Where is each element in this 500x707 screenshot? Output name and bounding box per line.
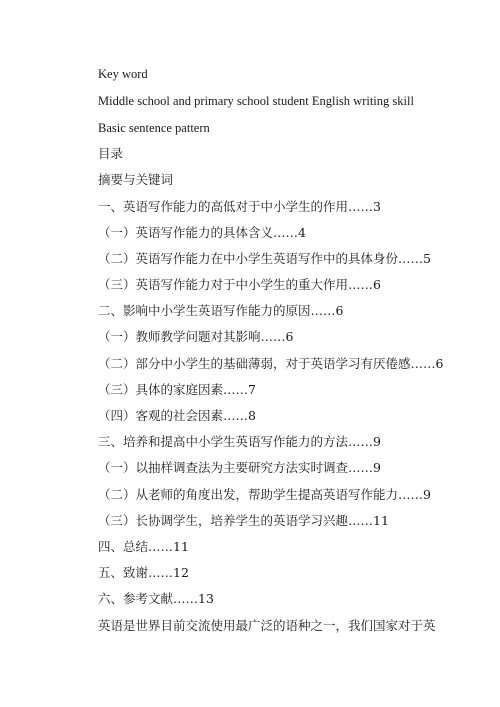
toc-entry-section-3: 三、培养和提高中小学生英语写作能力的方法……9 xyxy=(98,434,381,449)
toc-entry-section-2: 二、影响中小学生英语写作能力的原因……6 xyxy=(98,303,344,318)
keyword-heading: Key word xyxy=(98,67,148,81)
toc-title: 目录 xyxy=(98,146,124,161)
toc-entry-section-2-1: （一）教师教学问题对其影响……6 xyxy=(98,329,294,344)
body-paragraph-start: 英语是世界目前交流使用最广泛的语种之一，我们国家对于英 xyxy=(98,618,436,633)
toc-entry-section-2-4: （四）客观的社会因素……8 xyxy=(98,408,256,423)
toc-entry-section-2-3: （三）具体的家庭因素……7 xyxy=(98,382,256,397)
toc-entry-abstract: 摘要与关键词 xyxy=(98,172,174,187)
toc-entry-section-1-1: （一）英语写作能力的具体含义……4 xyxy=(98,225,306,240)
toc-entry-section-1-2: （二）英语写作能力在中小学生英语写作中的具体身份……5 xyxy=(98,251,431,266)
toc-entry-section-3-2: （二）从老师的角度出发，帮助学生提高英语写作能力……9 xyxy=(98,487,431,502)
toc-entry-section-5: 五、致谢……12 xyxy=(98,565,189,580)
toc-entry-section-6: 六、参考文献……13 xyxy=(98,591,214,606)
keyword-item-writing-skill: Middle school and primary school student English writing skill xyxy=(98,94,414,108)
toc-entry-section-3-3: （三）长协调学生，培养学生的英语学习兴趣……11 xyxy=(98,513,389,528)
toc-entry-section-4: 四、总结……11 xyxy=(98,539,189,554)
toc-entry-section-1: 一、英语写作能力的高低对于中小学生的作用……3 xyxy=(98,199,381,214)
toc-entry-section-3-1: （一）以抽样调查法为主要研究方法实时调查……9 xyxy=(98,460,381,475)
toc-entry-section-2-2: （二）部分中小学生的基础薄弱，对于英语学习有厌倦感……6 xyxy=(98,356,444,371)
toc-entry-section-1-3: （三）英语写作能力对于中小学生的重大作用……6 xyxy=(98,277,381,292)
keyword-item-sentence-pattern: Basic sentence pattern xyxy=(98,121,210,135)
